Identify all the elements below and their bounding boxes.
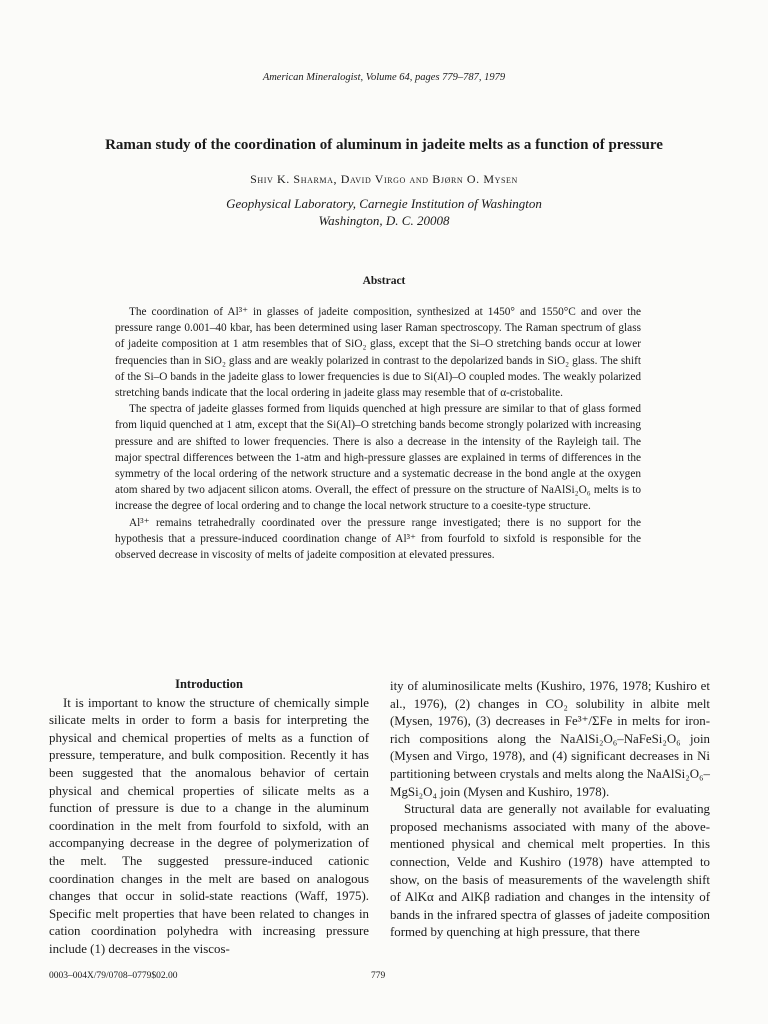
intro-paragraph-1: It is important to know the structure of chemically simple silicate melts in order to form a basis for interpreting the physical and chemical properties of melts as a function of pressure, temperature, and bulk composition. Recently it has been suggested that the anomalous behavior of certain physical and chemical properties of silicate melts as a function of pressure is due to a change in the aluminum coordination in the melt from fourfold to sixfold, with an accompanying decrease in the degree of polymerization of the melt. The suggested pressure-induced cationic coordination changes in the melt are based on analogous changes that occur in solid-state reactions (Waff, 1975). Specific melt properties that have been related to changes in cation coordination polyhedra with increasing pressure include (1) decreases in the viscos-: [49, 695, 369, 956]
affiliation-line-2: Washington, D. C. 20008: [318, 213, 450, 228]
paper-title: Raman study of the coordination of aluminum in jadeite melts as a function of pressure: [105, 137, 663, 153]
intro-paragraph-2: Structural data are generally not available for evaluating proposed mechanisms associated with many of the above-mentioned physical and chemical melt properties. In this connection, Velde and Kushiro (1978) have attempted to show, on the basis of measurements of the wavelength shift of AlKα and AlKβ radiation and changes in the intensity of bands in the infrared spectra of glasses of jadeite composition formed by quenching at high pressure, that there: [390, 802, 710, 940]
affiliation-line-1: Geophysical Laboratory, Carnegie Institution of Washington: [226, 196, 542, 211]
abstract-paragraph-2: The spectra of jadeite glasses formed from liquids quenched at high pressure are similar to that of glass formed from liquid quenched at 1 atm, except that the Si(Al)–O stretching bands become strongly polarized with increasing pressure and are shifted to lower frequencies. There is also a decrease in the intensity of the Rayleigh tail. The major spectral differences between the 1-atm and high-pressure glasses are explained in terms of differences in the symmetry of the local ordering of the network structure and a systematic decrease in the bond angle at the oxygen atom shared by two adjacent silicon atoms. Overall, the effect of pressure on the structure of NaAlSi₂O₆ melts is to increase the degree of local ordering and to change the local network structure to a coesite-type structure.: [115, 403, 641, 513]
abstract-paragraph-1: The coordination of Al³⁺ in glasses of jadeite composition, synthesized at 1450° and 1550°C and over the pressure range 0.001–40 kbar, has been determined using laser Raman spectroscopy. The Raman spectrum of glass of jadeite composition at 1 atm resembles that of SiO₂ glass, except that the Si–O stretching bands occur at lower frequencies than in SiO₂ glass and are weakly polarized in contrast to the depolarized bands in SiO₂ glass. The shift of the Si–O bands in the jadeite glass to lower frequencies is due to Si(Al)–O coupled modes. The weakly polarized stretching bands indicate that the local ordering in jadeite glass may resemble that of α-cristobalite.: [115, 306, 641, 400]
abstract-body: [115, 304, 641, 563]
footer-code: 0003–004X/79/0708–0779$02.00: [49, 971, 178, 981]
page-number: 779: [371, 971, 386, 981]
author-list: Shiv K. Sharma, David Virgo and Bjørn O. Mysen: [250, 172, 518, 186]
intro-paragraph-1-continued: ity of aluminosilicate melts (Kushiro, 1976, 1978; Kushiro et al., 1976), (2) changes in CO₂ solubility in albite melt (Mysen, 1976), (3) decreases in Fe³⁺/ΣFe in melts for iron-rich compositions along the NaAlSi₂O₆–NaFeSi₂O₆ join (Mysen and Virgo, 1978), and (4) significant decreases in Ni partitioning between crystals and melts along the NaAlSi₂O₆–MgSi₂O₄ join (Mysen and Kushiro, 1978).: [390, 679, 710, 799]
right-column: [390, 678, 710, 942]
journal-citation: American Mineralogist, Volume 64, pages 779–787, 1979: [262, 72, 506, 83]
introduction-heading: Introduction: [175, 677, 243, 691]
affiliation: [0, 195, 768, 229]
abstract-heading: Abstract: [362, 275, 406, 287]
abstract-paragraph-3: Al³⁺ remains tetrahedrally coordinated over the pressure range investigated; there is no support for the hypothesis that a pressure-induced coordination change of Al³⁺ from fourfold to sixfold is responsible for the observed decrease in viscosity of melts of jadeite composition at elevated pressures.: [115, 516, 641, 562]
left-column: [49, 676, 369, 959]
